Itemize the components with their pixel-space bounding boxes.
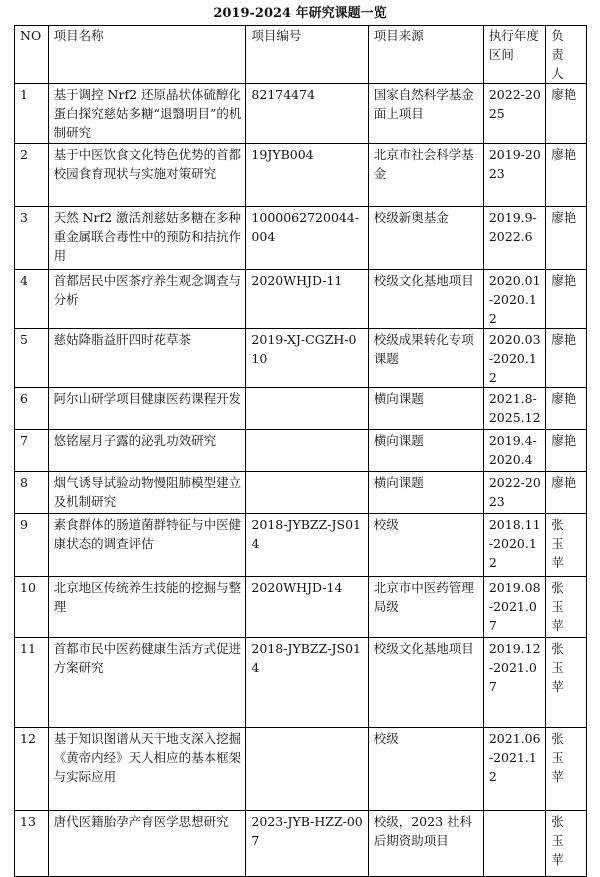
cell-code [246,472,368,514]
table-row [15,472,587,514]
cell-code: 19JYB004 [246,144,368,207]
header-no: NO [15,26,49,84]
cell-code: 2023-JYB-HZZ-007 [246,811,368,877]
cell-code [246,728,368,811]
cell-period: 2019.4-2020.4 [483,430,545,472]
cell-period: 2019.08-2021.07 [483,577,545,638]
cell-person: 张玉苹 [546,728,587,811]
header-code: 项目编号 [246,26,368,84]
header-name: 项目名称 [48,26,246,84]
cell-period: 2019.9-2022.6 [483,207,545,270]
table-row [15,388,587,430]
cell-person: 张玉苹 [546,638,587,728]
cell-period: 2022-2025 [483,84,545,144]
cell-source: 横向课题 [368,388,483,430]
cell-source: 国家自然科学基金面上项目 [368,84,483,144]
cell-name: 阿尔山研学项目健康医药课程开发 [48,388,246,430]
cell-period: 2020.03-2020.12 [483,329,545,388]
cell-code: 82174474 [246,84,368,144]
cell-name: 基于中医饮食文化特色优势的首都校园食育现状与实施对策研究 [48,144,246,207]
cell-source: 校级 [368,514,483,577]
cell-code: 2020WHJD-11 [246,270,368,329]
cell-name: 素食群体的肠道菌群特征与中医健康状态的调查评估 [48,514,246,577]
cell-source: 横向课题 [368,430,483,472]
cell-person: 廖艳 [546,388,587,430]
cell-person: 廖艳 [546,270,587,329]
cell-no: 8 [15,472,49,514]
cell-no: 9 [15,514,49,577]
cell-no: 13 [15,811,49,877]
cell-source: 校级，2023 社科后期资助项目 [368,811,483,877]
cell-name: 首都市民中医药健康生活方式促进方案研究 [48,638,246,728]
cell-period [483,811,545,877]
cell-no: 10 [15,577,49,638]
cell-person: 张玉苹 [546,811,587,877]
cell-code: 2019-XJ-CGZH-010 [246,329,368,388]
cell-no: 7 [15,430,49,472]
cell-source: 校级新奥基金 [368,207,483,270]
cell-source: 校级 [368,728,483,811]
cell-no: 3 [15,207,49,270]
table-row [15,577,587,638]
header-period: 执行年度区间 [483,26,545,84]
cell-period: 2021.06-2021.12 [483,728,545,811]
cell-person: 廖艳 [546,84,587,144]
cell-person: 廖艳 [546,430,587,472]
header-person: 负责人 [546,26,587,84]
cell-name: 北京地区传统养生技能的挖掘与整理 [48,577,246,638]
cell-person: 廖艳 [546,144,587,207]
cell-code [246,388,368,430]
cell-name: 天然 Nrf2 激活剂慈姑多糖在多种重金属联合毒性中的预防和拮抗作用 [48,207,246,270]
table-row [15,430,587,472]
cell-name: 基于调控 Nrf2 还原晶状体硫醇化蛋白探究慈姑多糖“退翳明目”的机制研究 [48,84,246,144]
cell-period: 2021.8-2025.12 [483,388,545,430]
cell-period: 2018.11-2020.12 [483,514,545,577]
cell-no: 4 [15,270,49,329]
cell-source: 校级文化基地项目 [368,270,483,329]
table-header-row [15,26,587,84]
cell-no: 2 [15,144,49,207]
cell-period: 2020.01-2020.12 [483,270,545,329]
cell-code [246,430,368,472]
table-row [15,207,587,270]
cell-name: 基于知识图谱从天干地支深入挖掘《黄帝内经》天人相应的基本框架与实际应用 [48,728,246,811]
cell-code: 1000062720044-004 [246,207,368,270]
table-row [15,329,587,388]
cell-code: 2018-JYBZZ-JS014 [246,638,368,728]
header-source: 项目来源 [368,26,483,84]
cell-code: 2020WHJD-14 [246,577,368,638]
cell-name: 首都居民中医茶疗养生观念调查与分析 [48,270,246,329]
table-row [15,270,587,329]
cell-no: 1 [15,84,49,144]
cell-source: 校级成果转化专项课题 [368,329,483,388]
table-row [15,84,587,144]
cell-source: 北京市中医药管理局级 [368,577,483,638]
cell-period: 2019.12-2021.07 [483,638,545,728]
cell-source: 北京市社会科学基金 [368,144,483,207]
cell-no: 11 [15,638,49,728]
cell-name: 慈姑降脂益肝四时花草茶 [48,329,246,388]
page-title: 2019-2024 年研究课题一览 [213,6,387,21]
cell-person: 廖艳 [546,329,587,388]
table-row [15,811,587,877]
cell-period: 2019-2023 [483,144,545,207]
cell-name: 悠铭屋月子露的泌乳功效研究 [48,430,246,472]
table-row [15,728,587,811]
cell-no: 5 [15,329,49,388]
research-projects-table [14,25,587,877]
cell-name: 烟气诱导试验动物慢阻肺模型建立及机制研究 [48,472,246,514]
table-row [15,514,587,577]
cell-period: 2022-2023 [483,472,545,514]
cell-source: 校级文化基地项目 [368,638,483,728]
cell-person: 张玉苹 [546,577,587,638]
cell-person: 廖艳 [546,207,587,270]
cell-no: 6 [15,388,49,430]
cell-no: 12 [15,728,49,811]
cell-person: 廖艳 [546,472,587,514]
cell-code: 2018-JYBZZ-JS014 [246,514,368,577]
cell-name: 唐代医籍胎孕产育医学思想研究 [48,811,246,877]
cell-source: 横向课题 [368,472,483,514]
cell-person: 张玉苹 [546,514,587,577]
table-row [15,638,587,728]
table-row [15,144,587,207]
